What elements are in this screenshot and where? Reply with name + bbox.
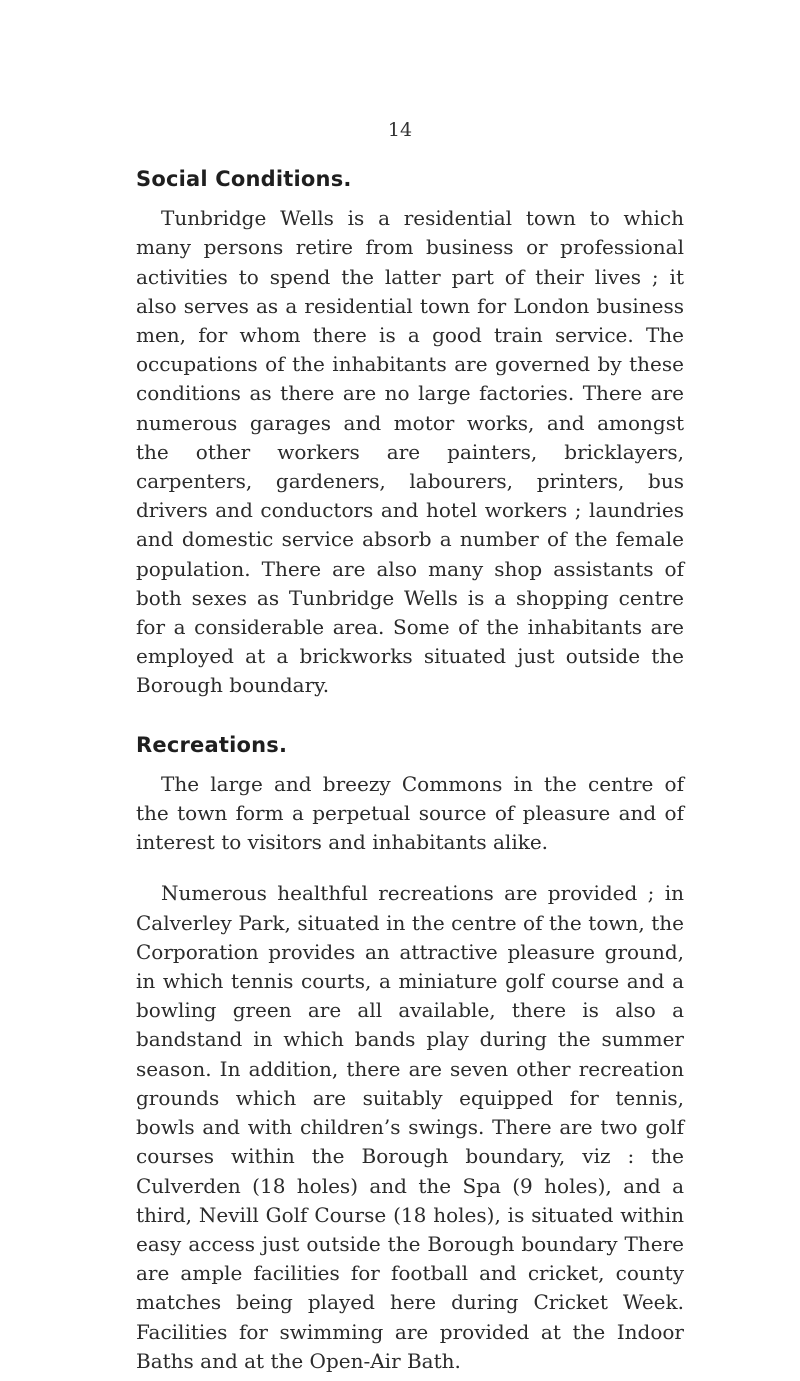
paragraph: Tunbridge Wells is a residential town to which many persons retire from business or professional activities to spend the latter part of their lives ; it also serves as a residential town for London business men, for whom there is a good train service. The occupations of the inhabitants are governed by these conditions as there are no large factories. There are numerous garages and motor works, and amongst the other workers are painters, bricklayers, carpenters, gardeners, labourers, printers, bus drivers and conductors and hotel workers ; laundries and domestic service absorb a number of the female population. There are also many shop assistants of both sexes as Tunbridge Wells is a shopping centre for a considerable area. Some of the inhabitants are employed at a brickworks situated just outside the Borough boundary. <box>136 206 684 698</box>
paragraph: The large and breezy Commons in the centre of the town form a perpetual source of pleasure and of interest to visitors and inhabitants alike. <box>136 771 684 855</box>
section-recreations <box>136 731 684 1376</box>
page-number: 14 <box>387 119 413 141</box>
section-heading: Recreations. <box>136 732 288 757</box>
page-content <box>136 165 684 1376</box>
section-social-conditions <box>136 165 684 701</box>
paragraph: Numerous healthful recreations are provided ; in Calverley Park, situated in the centre of the town, the Corporation provides an attractive pleasure ground, in which tennis courts, a miniature golf course and a bowling green are all available, there is also a bandstand in which bands play during the summer season. In addition, there are seven other recreation grounds which are suitably equipped for tennis, bowls and with children’s swings. There are two golf courses within the Borough boundary, viz : the Culverden (18 holes) and the Spa (9 holes), and a third, Nevill Golf Course (18 holes), is situated within easy access just outside the Borough boundary There are ample facilities for football and cricket, county matches being played here during Cricket Week. Facilities for swimming are provided at the Indoor Baths and at the Open-Air Bath. <box>136 881 684 1373</box>
section-heading: Social Conditions. <box>136 167 352 191</box>
